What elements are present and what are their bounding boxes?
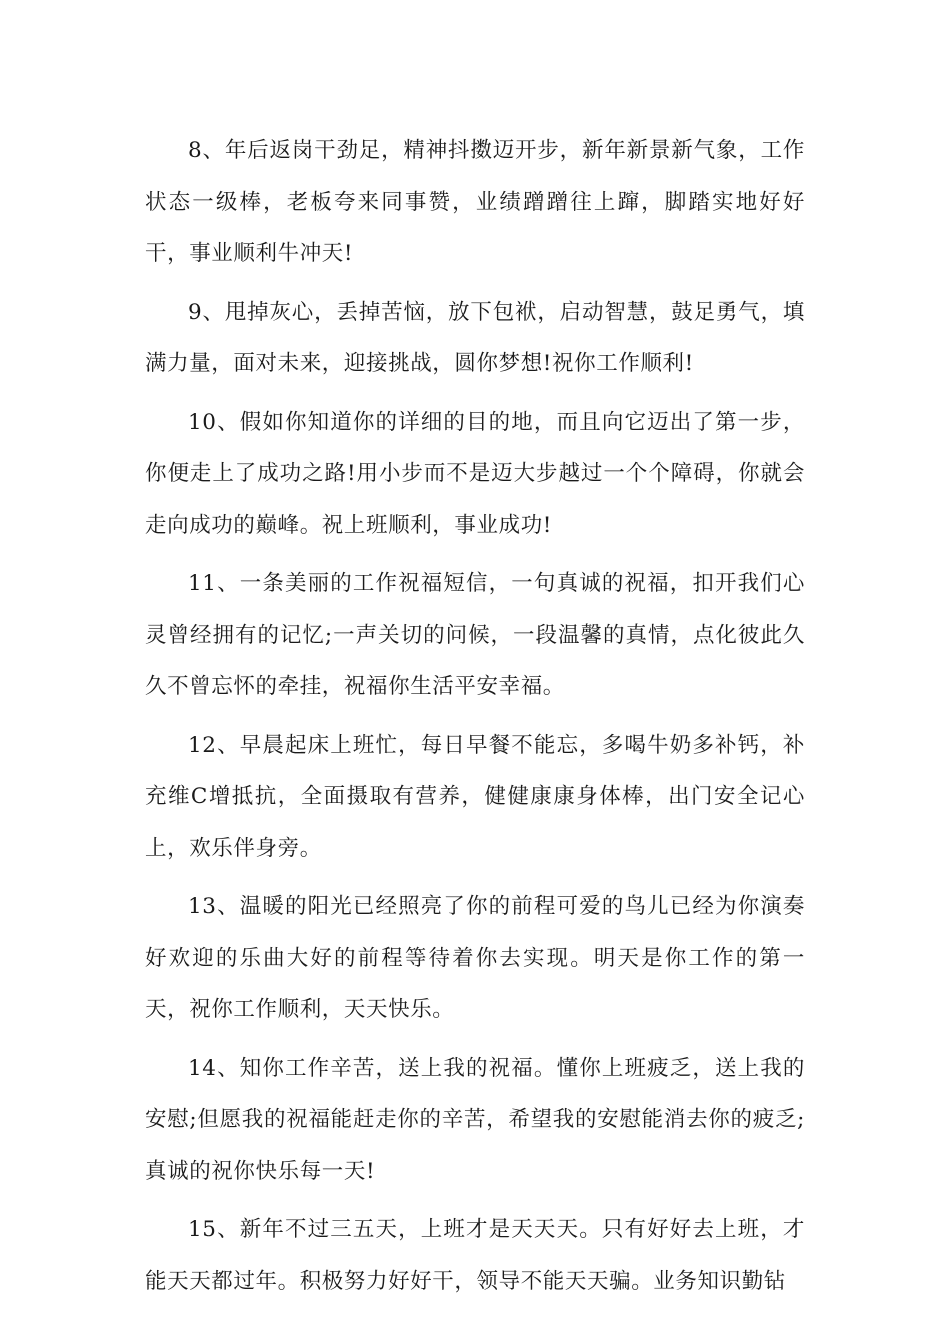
document-body	[145, 125, 805, 1314]
paragraph-9: 9、甩掉灰心，丢掉苦恼，放下包袱，启动智慧，鼓足勇气，填满力量，面对未来，迎接挑战，圆你梦想!祝你工作顺利!	[145, 299, 805, 376]
paragraph-8: 8、年后返岗干劲足，精神抖擞迈开步，新年新景新气象，工作状态一级棒，老板夸来同事赞，业绩蹭蹭往上蹿，脚踏实地好好干，事业顺利牛冲天!	[145, 138, 805, 266]
paragraph-15: 15、新年不过三五天，上班才是天天天。只有好好去上班，才能天天都过年。积极努力好好干，领导不能天天骗。业务知识勤钻	[145, 1217, 805, 1294]
paragraph-14: 14、知你工作辛苦，送上我的祝福。懂你上班疲乏，送上我的安慰;但愿我的祝福能赶走你的辛苦，希望我的安慰能消去你的疲乏;真诚的祝你快乐每一天!	[145, 1055, 805, 1184]
paragraph-10: 10、假如你知道你的详细的目的地，而且向它迈出了第一步，你便走上了成功之路!用小步而不是迈大步越过一个个障碍，你就会走向成功的巅峰。祝上班顺利，事业成功!	[145, 409, 805, 538]
paragraph-13: 13、温暖的阳光已经照亮了你的前程可爱的鸟儿已经为你演奏好欢迎的乐曲大好的前程等待着你去实现。明天是你工作的第一天，祝你工作顺利，天天快乐。	[145, 894, 805, 1022]
paragraph-11: 11、一条美丽的工作祝福短信，一句真诚的祝福，扣开我们心灵曾经拥有的记忆;一声关切的问候，一段温馨的真情，点化彼此久久不曾忘怀的牵挂，祝福你生活平安幸福。	[145, 571, 805, 699]
paragraph-12: 12、早晨起床上班忙，每日早餐不能忘，多喝牛奶多补钙，补充维C增抵抗，全面摄取有营养，健健康康身体棒，出门安全记心上，欢乐伴身旁。	[145, 732, 805, 861]
